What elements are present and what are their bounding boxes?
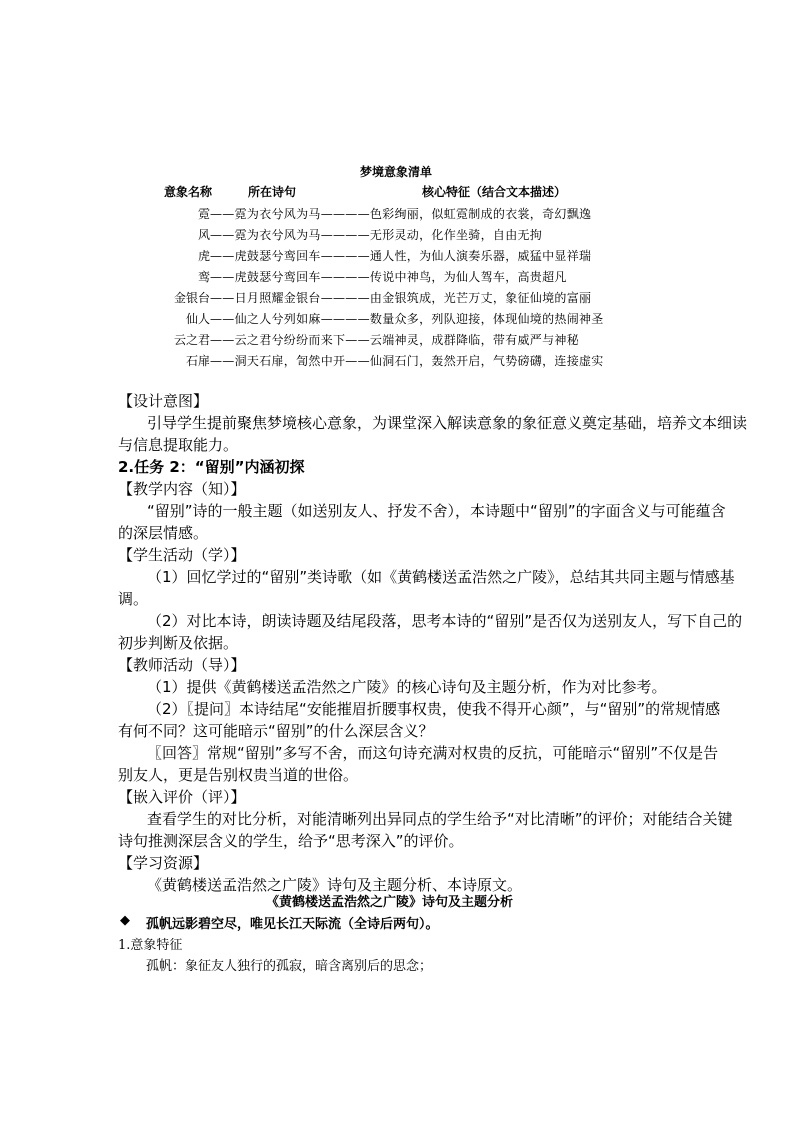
teacher-answer-b: 别友人，更是告别权贵当道的世俗。 <box>118 766 359 784</box>
list-item <box>0 268 794 288</box>
teacher-question-b: 有何不同？这可能暗示“留别”的什么深层含义？ <box>118 722 434 740</box>
teaching-content-text-1: “留别”诗的一般主题（如送别友人、抒发不舍），本诗题中“留别”的字面含义与可能蕴含 <box>147 502 726 520</box>
imagery-description: ——虎鼓瑟兮鸾回车————通人性，为仙人演奏乐器，威猛中显祥瑞 <box>210 249 592 263</box>
student-activity-2a: （2）对比本诗，朗读诗题及结尾段落，思考本诗的“留别”是否仅为送别友人，写下自己的 <box>147 612 743 630</box>
student-activity-heading: 【学生活动（学）】 <box>118 546 246 564</box>
task2-heading: 2.任务 2：“留别”内涵初探 <box>118 458 305 476</box>
list-item <box>0 247 794 267</box>
imagery-header-feature: 核心特征（结合文本描述） <box>422 185 567 199</box>
list-item <box>0 310 794 330</box>
list-item <box>0 226 794 246</box>
imagery-feature-text: 孤帆：象征友人独行的孤寂，暗含离别后的思念； <box>146 959 433 974</box>
imagery-feature-heading: 1.意象特征 <box>118 938 183 953</box>
imagery-description: ——霓为衣兮风为马————色彩绚丽，似虹霓制成的衣裳，奇幻飘逸 <box>210 207 592 221</box>
imagery-header-line: 所在诗句 <box>248 185 297 199</box>
bullet-icon: ◆ <box>120 913 130 928</box>
teaching-content-text-2: 的深层情感。 <box>118 524 209 542</box>
evaluation-heading: 【嵌入评价（评）】 <box>118 788 246 806</box>
resources-heading: 【学习资源】 <box>118 854 209 872</box>
imagery-name: 虎 <box>197 249 210 263</box>
imagery-name: 金银台 <box>173 291 210 305</box>
teaching-content-heading: 【教学内容（知）】 <box>118 480 246 498</box>
imagery-description: ——霓为衣兮风为马————无形灵动，化作坐骑，自由无拘 <box>210 228 543 242</box>
imagery-description: ——虎鼓瑟兮鸾回车————传说中神鸟，为仙人驾车，高贵超凡 <box>210 270 567 284</box>
imagery-name: 石扉 <box>185 354 210 368</box>
design-intent-heading: 【设计意图】 <box>118 392 209 410</box>
evaluation-text-1: 查看学生的对比分析，对能清晰列出异同点的学生给予“对比清晰”的评价；对能结合关键 <box>147 810 733 828</box>
imagery-name: 风 <box>197 228 210 242</box>
imagery-list-title: 梦境意象清单 <box>360 165 433 179</box>
list-item <box>0 331 794 351</box>
list-item <box>0 205 794 225</box>
list-item <box>0 352 794 372</box>
student-activity-1b: 调。 <box>118 590 149 608</box>
student-activity-1a: （1）回忆学过的“留别”类诗歌（如《黄鹤楼送孟浩然之广陵》，总结其共同主题与情感基 <box>147 568 735 586</box>
analysis-bullet-text: 孤帆远影碧空尽，唯见长江天际流（全诗后两句）。 <box>146 917 439 932</box>
teacher-activity-heading: 【教师活动（导）】 <box>118 656 246 674</box>
imagery-description: ——云之君兮纷纷而来下——云端神灵，成群降临，带有威严与神秘 <box>210 333 580 347</box>
analysis-title: 《黄鹤楼送孟浩然之广陵》诗句及主题分析 <box>266 895 514 910</box>
list-item <box>0 289 794 309</box>
resources-text: 《黄鹤楼送孟浩然之广陵》诗句及主题分析、本诗原文。 <box>147 876 523 894</box>
imagery-header-name: 意象名称 <box>164 185 213 199</box>
imagery-name: 霓 <box>197 207 210 221</box>
imagery-description: ——洞天石扉，訇然中开——仙洞石门，轰然开启，气势磅礴，连接虚实 <box>210 354 604 368</box>
teacher-answer-a: 〖回答〗常规“留别”多写不舍，而这句诗充满对权贵的反抗，可能暗示“留别”不仅是告 <box>147 744 719 762</box>
evaluation-text-2: 诗句推测深层含义的学生，给予“思考深入”的评价。 <box>118 832 464 850</box>
imagery-name: 云之君 <box>173 333 210 347</box>
imagery-description: ——仙之人兮列如麻————数量众多，列队迎接，体现仙境的热闹神圣 <box>210 312 604 326</box>
design-intent-text-1: 引导学生提前聚焦梦境核心意象，为课堂深入解读意象的象征意义奠定基础，培养文本细读 <box>147 414 748 432</box>
teacher-question-a: （2）〖提问〗本诗结尾“安能摧眉折腰事权贵，使我不得开心颜”，与“留别”的常规情感 <box>147 700 721 718</box>
student-activity-2b: 初步判断及依据。 <box>118 634 239 652</box>
imagery-name: 仙人 <box>185 312 210 326</box>
design-intent-text-2: 与信息提取能力。 <box>118 436 239 454</box>
imagery-description: ——日月照耀金银台————由金银筑成，光芒万丈，象征仙境的富丽 <box>210 291 592 305</box>
imagery-name: 鸾 <box>197 270 210 284</box>
teacher-activity-1: （1）提供《黄鹤楼送孟浩然之广陵》的核心诗句及主题分析，作为对比参考。 <box>147 678 667 696</box>
